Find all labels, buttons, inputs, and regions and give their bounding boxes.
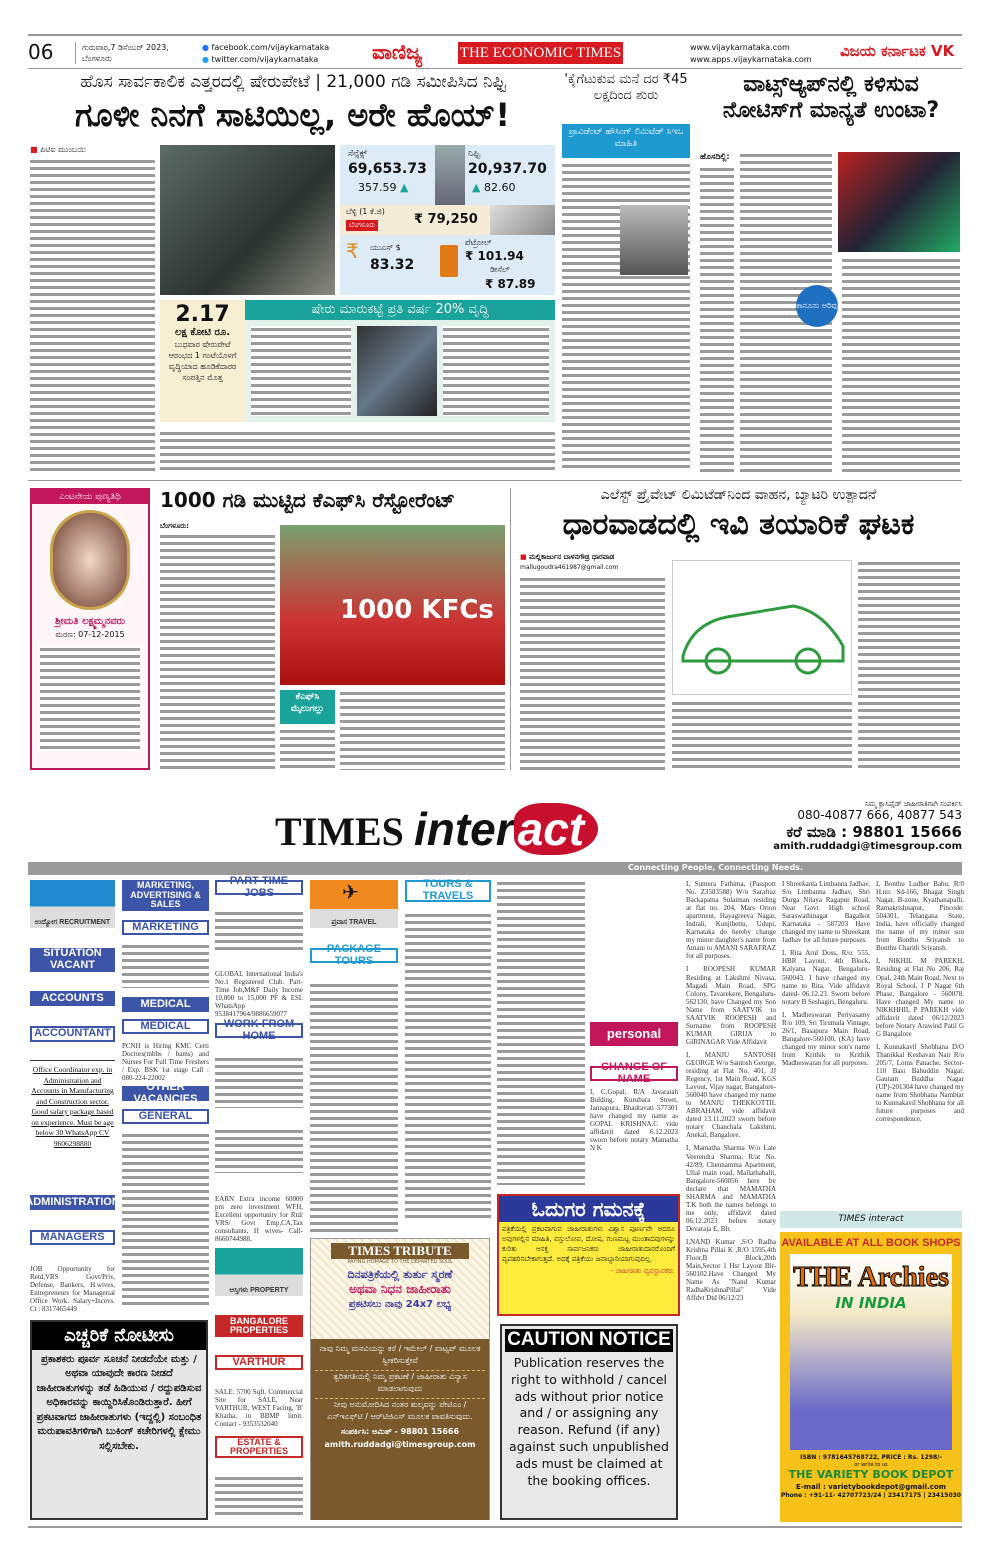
- category-accountant[interactable]: ACCOUNTANT: [30, 1026, 115, 1042]
- lead-kicker: ಹೊಸ ಸಾರ್ವಕಾಲಿಕ ಎತ್ತರದಲ್ಲಿ ಷೇರುಪೇಟೆ | 21,000 ಗಡಿ ಸಮೀಪಿಸಿದ ನಿಫ್ಟಿ: [80, 72, 505, 92]
- tribute-contact: ಸಂಪರ್ಕಿಸಿ: ಅಮಿತ್ - 98801 15666: [340, 1427, 460, 1437]
- social-links: [202, 42, 329, 66]
- tribute-title: TIMES TRIBUTE: [331, 1243, 469, 1259]
- category-other-vacancies[interactable]: OTHER VACANCIES: [122, 1086, 209, 1101]
- category-recruitment[interactable]: ಉದ್ಯೋಗ RECRUITMENT: [30, 880, 115, 928]
- tribute-line-2: ಅಥವಾ ನಿಧನ ಜಾಹೀರಾತು: [349, 1282, 451, 1297]
- ev-body-3: [858, 560, 960, 770]
- housing-headline: 'ಕೈಗೆಟುಕುವ ಮನೆ ದರ ₹45 ಲಕ್ಷದಿಂದ ಶುರು: [564, 72, 688, 103]
- office-coordinator-ad: Office Coordinator exp. in Administration and Accounts in Manufacturing and Construction sector. Good salary package based on experience. Must be age below 30 WhatsApp CV 9606298880: [30, 1060, 115, 1149]
- warning-title: ಎಚ್ಚರಿಕೆ ನೋಟೀಸು: [32, 1322, 206, 1350]
- ev-body-1: [520, 576, 665, 770]
- bull-photo: [160, 145, 335, 295]
- category-marketing[interactable]: MARKETING: [122, 920, 209, 935]
- kfc-dateline: ಬೆಂಗಳೂರು:: [160, 522, 189, 530]
- warning-notice: [30, 1320, 208, 1520]
- silver-city: ಬೆಂಗಳೂರು: [346, 220, 378, 231]
- website-link[interactable]: www.vijaykarnataka.com: [690, 43, 790, 52]
- category-general[interactable]: GENERAL: [122, 1109, 209, 1124]
- travel-label: ಪ್ರವಾಸ TRAVEL: [331, 918, 377, 926]
- whatsapp-photo: [838, 152, 960, 252]
- category-medical[interactable]: MEDICAL: [122, 997, 209, 1012]
- times-interact-banner: TIMES interact: [780, 1211, 962, 1228]
- tribute-email[interactable]: amith.ruddadgi@timesgroup.com: [324, 1439, 476, 1449]
- category-estate-properties[interactable]: ESTATE & PROPERTIES: [215, 1436, 303, 1458]
- obituary-date: ಮರಣ: 07-12-2015: [55, 630, 125, 639]
- market-box: [340, 145, 555, 295]
- notices-col-2: [782, 880, 870, 1205]
- ev-byline-text: ಮಲ್ಲಿಕಾರ್ಜುನ ಬಾಳನಗೌಡ್ರ ಧಾರವಾಡ: [529, 553, 615, 561]
- pcnh-ad: PCNH is Hiring KMC Certi Doctors(mbbs / bams) and Nurses For Full Time Freshers / Exp. BSK 1st stage Call : 080-224-22002: [122, 1042, 209, 1083]
- facebook-link[interactable]: [202, 42, 329, 54]
- notice-item: I, Kunnakavil Shobhana D/O Thanikkal Keshavan Nair R/o 205/7, Lotus Panache, Sector-110 Basi Bahuddin Nagar, Gautam Buddha Nagar (UP)-201304 have changed my name from Shobhana Nambiar to Kunnakavil Shobhana for all future purposes and correspondence.: [876, 1042, 964, 1124]
- ev-kicker: ಎಲೆಸ್ಟ್ ಪ್ರೈವೇಟ್ ಲಿಮಿಟೆಡ್‌ನಿಂದ ವಾಹನ, ಬ್ಯಾಟರಿ ಉತ್ಪಾದನೆ: [600, 487, 877, 503]
- notice-item: I, Madheswaran Periyasamy R/o 109, Sri Tirumala Vintage, 26/1, Basapura Main Road, Bangalore-560100, (KA) have changed my minor son's name from Krithik to Krithik Madheswaran for all purposes.: [782, 1010, 870, 1067]
- obituary-name: ಶ್ರೀಮತಿ ಲಕ್ಷ್ಮಮ್ಮನವರು: [54, 616, 125, 627]
- facebook-text: facebook.com/vijaykarnataka: [211, 43, 330, 52]
- category-work-from-home[interactable]: WORK FROM HOME: [215, 1023, 303, 1038]
- whatsapp-dateline: ಹೊಸದಿಲ್ಲಿ:: [700, 152, 730, 161]
- tagline-bar: [28, 862, 962, 875]
- notice-item: I, Rita Arul Doss, R/o: 555, HBR Layout, 4th Block, Kalyana Nagar, Bengaluru- 560043. I have changed my name to Rita. Vide affidavit dated- 06.12.23. Sworn before notary B Seshagiri, Bengaluru.: [782, 949, 870, 1006]
- logo-inter: inter: [413, 803, 514, 855]
- category-personal[interactable]: personal: [590, 1022, 678, 1046]
- archies-isbn: ISBN : 9781645768722, PRICE : Rs. 1298/-: [800, 1454, 942, 1462]
- lead-byline: ■ ಪಿಟಿಐ ಮುಂಬಯಿ: [30, 145, 86, 154]
- times-interact-logo: [275, 803, 598, 855]
- caution-title: CAUTION NOTICE: [505, 1329, 673, 1352]
- stat-value: 2.17: [175, 302, 230, 327]
- tribute-subtitle: PAYING HOMAGE TO THE DEPARTED SOUL: [347, 1258, 453, 1265]
- archies-depot: THE VARIETY BOOK DEPOT: [788, 1468, 954, 1482]
- law-badge: ಕಾನೂನು ಅರಿವು: [796, 285, 838, 327]
- caution-notice: [500, 1324, 678, 1520]
- kfc-headline: 1000 ಗಡಿ ಮುಟ್ಟಿದ ಕೆಎಫ್‌ಸಿ ರೆಸ್ಟೋರೆಂಟ್: [160, 488, 455, 512]
- kfc-body-2: [340, 690, 505, 770]
- arrow-up-icon: ▲: [472, 181, 481, 194]
- archies-ad: [780, 1232, 962, 1522]
- part-time-ad-text: [215, 910, 303, 950]
- obituary-title: ಎಂಟನೇಯ ಪುಣ್ಯತಿಥಿ: [32, 490, 148, 504]
- category-bangalore-properties[interactable]: BANGALORE PROPERTIES: [215, 1315, 303, 1337]
- usd-label: ಯುಎಸ್ $: [370, 243, 401, 252]
- category-administration[interactable]: ADMINISTRATION: [30, 1195, 115, 1210]
- contact-block: [762, 800, 962, 853]
- web-links: [690, 42, 812, 66]
- obituary-text: [40, 646, 140, 751]
- archies-email: E-mail : varietybookdepot@gmail.com: [796, 1482, 946, 1491]
- bottom-rule: [28, 1526, 962, 1528]
- earn-ad: EARN Extra income 60000 pm zero investment WFH, Excellent opportunity for Rtd/ VRS/ Govt Emp,CA,Tax consultants, H wives- Call- 8660744988,: [215, 1195, 303, 1244]
- lead-body-text: [30, 158, 155, 472]
- wfh-ad-text: [215, 1056, 303, 1108]
- header-rule: [28, 68, 962, 69]
- section-rule: [28, 480, 962, 481]
- archies-top-line: AVAILABLE AT ALL BOOK SHOPS: [781, 1237, 961, 1249]
- kfc-body-3: [280, 728, 335, 770]
- whatsapp-body-0: [700, 166, 734, 472]
- warning-body: ಪ್ರಕಾಶಕರು ಪೂರ್ವ ಸೂಚನೆ ನೀಡದೆಯೇ ಮತ್ತು / ಅಥವಾ ಯಾವುದೇ ಕಾರಣ ನೀಡದೆ ಜಾಹೀರಾತುಗಳನ್ನು ತಡೆ ಹಿಡಿಯುವ / ರದ್ದುಪಡಿಸುವ ಅಧಿಕಾರವನ್ನು ಕಾಯ್ದಿರಿಸಿಕೊಂಡಿರುತ್ತಾರೆ. ಹೀಗೆ ಪ್ರಕಟವಾಗದ ಜಾಹೀರಾತುಗಳು (ಇದ್ದಲ್ಲಿ) ಸಂಬಂಧಿತ ಮರುಪಾವತಿಗಳಿಗಾಗಿ ಬುಕಿಂಗ್ ಕಚೇರಿಗಳಲ್ಲಿ ಕ್ಲೇಮು ಸಲ್ಲಿಸಬೇಕು.: [36, 1353, 202, 1452]
- date: ಗುರುವಾರ,7 ಡಿಸೆಂಬರ್ 2023,: [82, 43, 169, 52]
- kfc-photo-text: 1000 KFCs: [340, 595, 494, 625]
- times-tribute-ad: [310, 1238, 490, 1520]
- section-title: ವಾಣಿಜ್ಯ: [372, 40, 423, 64]
- estate-ad-text: [215, 1475, 303, 1515]
- archies-phone: Phone : +91-11- 42707723/24 | 23417175 | 23415030: [781, 1491, 961, 1499]
- byline-text: ಪಿಟಿಐ ಮುಂಬಯಿ: [40, 145, 86, 154]
- tribute-step-1: ನಾವು ನಿಮ್ಮ ಮನವಿಯನ್ನು ಕರೆ / ಇಮೇಲ್ / ವಾಟ್ಸಪ್ ಮೂಲಕ ಸ್ವೀಕರಿಸುತ್ತೇವೆ: [319, 1344, 481, 1366]
- growth-box: [245, 300, 555, 422]
- call-label: ಕರೆ ಮಾಡಿ :: [786, 822, 848, 841]
- tribute-line-3: ಪ್ರಕಟಿಸಲು ನಾವು 24x7 ಲಭ್ಯ: [348, 1298, 452, 1310]
- readers-sign: - ಜಾಹೀರಾತು ವ್ಯವಸ್ಥಾಪಕರು: [610, 1266, 674, 1275]
- marketing-ad-text: [122, 943, 209, 988]
- nifty-value: 20,937.70: [468, 161, 547, 177]
- silver-label: ಬೆಳ್ಳಿ (1 ಕೆ.ಜಿ): [346, 207, 385, 216]
- silver-bars-image: [490, 205, 555, 235]
- kannada-notices-text: [497, 880, 585, 1185]
- readers-notice: [497, 1194, 680, 1316]
- sensex-change: [358, 181, 408, 194]
- building-icon: [435, 145, 465, 205]
- notice-item: I, Sumera Fathima, (Passport No. Z3583588) W/o Sarafraz Backapatna Sulaiman residing at flat no. 204, Mars Orion apartment, Hayagreeva Nagar, Indrali, Kunjibettu, Udupi, Karnataka do hereby change my minor daughter's name from Amani to AMANI SARAFRAZ for all purposes.: [686, 880, 776, 961]
- nifty-change-value: 82.60: [483, 181, 516, 194]
- stat-unit: ಲಕ್ಷ ಕೋಟಿ ರೂ.: [174, 327, 231, 339]
- archies-title: THE Archies: [793, 1262, 949, 1294]
- notices-col-1: [686, 880, 776, 1510]
- whatsapp-headline: ವಾಟ್ಸ್‌ಆ್ಯಪ್‌ನಲ್ಲಿ ಕಳಿಸುವ ನೋಟಿಸ್‌ಗೆ ಮಾನ್ಯತೆ ಉಂಟಾ?: [722, 72, 940, 124]
- category-package-tours[interactable]: PACKAGE TOURS: [310, 948, 398, 963]
- growth-box-title: ಷೇರು ಮಾರುಕಟ್ಟೆ ಪ್ರತಿ ವರ್ಷ 20% ವೃದ್ಧಿ: [245, 300, 555, 320]
- contact-mobile: 98801 15666: [852, 822, 962, 841]
- vijay-karnataka-logo: ವಿಜಯ ಕರ್ನಾಟಕ VK: [840, 42, 955, 60]
- readers-title: ಓದುಗರ ಗಮನಕ್ಕೆ: [499, 1196, 678, 1222]
- kfc-milestone-box: ಕೆಎಫ್‌ಸಿ ಮೈಲುಗಲ್ಲು: [280, 690, 335, 724]
- kfc-photo: [280, 525, 505, 685]
- notice-item: I, Mamatha Sharma W/o Late Veerendra Sharma, R/at No. 42/89, Chennamma Apartment, Ullal main road, Mallathahalli, Bangalore-560056 here by declare that MAMATHA SHARMA and MAMATHA T.K both the names belongs to me only, affidavit dated 06.12.2023 before notary Devaraja E, Blr.: [686, 1144, 776, 1233]
- petrol-label: ಪೆಟ್ರೋಲ್: [465, 238, 492, 247]
- nifty-label: ನಿಫ್ಟಿ: [468, 149, 480, 159]
- logo-act: act: [514, 803, 598, 855]
- petrol-value: ₹ 101.94: [465, 249, 524, 263]
- ev-car-illustration: [672, 560, 852, 695]
- arrow-up-icon: ▲: [400, 181, 409, 194]
- notice-item: I, C.Gopal, R/A Javaraiah Bulding, Kurubara Street, Jannapura, Bhadravati 577301 have changed my name as GOPAL KRISHNA.C vide affidavit dated 6.12.2023 sworn before notary Mamatha N K: [590, 1088, 678, 1153]
- wfh-ad-text-2: [215, 1128, 303, 1173]
- column-rule: [510, 488, 511, 770]
- lead-body-continued: [160, 430, 555, 472]
- nifty-change: [472, 181, 515, 194]
- page-number: 06: [28, 40, 54, 64]
- ev-body-2: [672, 700, 852, 770]
- top-rule: [28, 34, 962, 36]
- ev-byline: ■ ಮಲ್ಲಿಕಾರ್ಜುನ ಬಾಳನಗೌಡ್ರ ಧಾರವಾಡ: [520, 553, 615, 561]
- tagline: Connecting People, Connecting Needs.: [628, 863, 803, 872]
- tribute-step-3: ನೀವು ಅನುಮೋದಿಸಿದ ನಂತರ ಶುಲ್ಕವನ್ನು ಪೇಟಿಎಂ / ಎನ್‌ಇಎಫ್‌ಟಿ / ಆರ್‌ಟಿಜಿಎಸ್ ಮೂಲಕ ಪಾವತಿಸುವುದು.: [315, 1398, 485, 1424]
- twitter-link[interactable]: [202, 54, 329, 66]
- notice-item: I Shreekanta Limbanna Jadhav, S/o Limbanna Jadhav, Shri Durga Nilaya Ragapur Road, Near Govt. High school Saraswathinagar Bagalkot Karnataka - 587203 Have changed my name to Shreekant Jadhav for all future purposes.: [782, 880, 870, 945]
- varthur-ad: SALE: 5700 Sqft. Commercial Site for SALE, Near VARTHUR, WEST Facing, 'B' Khatha, in BBMP limit. Contact - 9353532040: [215, 1388, 303, 1429]
- rupee-icon: ₹: [346, 239, 359, 263]
- usd-value: 83.32: [370, 257, 415, 273]
- archies-subtitle: IN INDIA: [835, 1294, 907, 1313]
- kfc-body-1: [160, 533, 275, 770]
- ev-headline: ಧಾರವಾಡದಲ್ಲಿ ಇವಿ ತಯಾರಿಕೆ ಘಟಕ: [562, 507, 915, 542]
- category-varthur[interactable]: VARTHUR: [215, 1355, 303, 1370]
- city: ಬೆಂಗಳೂರು: [82, 54, 112, 64]
- tribute-line-1: ದಿನಪತ್ರಿಕೆಯಲ್ಲಿ ತುರ್ತು ಸ್ಮರಣೆ: [347, 1268, 453, 1282]
- notice-item: I, NIKHIL M PAREKH, Residing at Flat No 206, Raj Opal, 24th Main Road, Next to Royal School, J P Nagar 6th Phase, Bangalore - 560078. Have changed My name to NIKKHHIL P PAREKH vide affidavit dated 06/12/2023 before Notary Arawind Patil G G Bangalore: [876, 957, 964, 1038]
- caution-body: Publication reserves the right to withhold / cancel ads without prior notice and / or assigning any reason. Refund (if any) against such unpublished ads must be claimed at the booking offices.: [509, 1354, 669, 1488]
- silver-row: [340, 205, 555, 235]
- apps-link[interactable]: www.apps.vijaykarnataka.com: [690, 55, 812, 64]
- obituary-ad: [30, 488, 150, 770]
- job-opportunity-ad: JOB Opportunity for Retd,VRS Govt/Priv, Defense, Bankers, H.wives, Entrepreneurs for Managerial Office Work. Salary+Incevs. Ct : 8317465449: [30, 1265, 115, 1314]
- package-tours-text: [310, 982, 398, 1232]
- category-medical-2[interactable]: MEDICAL: [122, 1019, 209, 1034]
- contact-phone: 080-40877 666, 40877 543: [797, 808, 962, 823]
- obituary-portrait: [50, 510, 130, 610]
- stat-desc: ಬುಧವಾರ ಷೇರುಪೇಟೆ ಆರಂಭದ 1 ಗಂಟೆಯೊಳಗೆ ವೃದ್ಧಿಯಾದ ಹೂಡಿಕೆದಾರರ ಸಂಪತ್ತಿನ ಮೊತ್ತ: [168, 340, 237, 382]
- economic-times-logo: THE ECONOMIC TIMES: [458, 42, 623, 64]
- notice-item: I,NAND Kumar ,S/O Radha Krishna Pillai K ,R/O 1595,4th Floor,B Block,20th Main,Sector 1 Hsr Layout Blr-560102.Have Changed My Name As "Nand Kumar RadhaKrishnaPillai" Vide Affdvt Dtd 06/12/23: [686, 1237, 776, 1303]
- phone-chart-photo: [357, 326, 437, 416]
- contact-email[interactable]: amith.ruddadgi@timesgroup.com: [773, 840, 962, 852]
- car-outline-icon: [673, 561, 851, 694]
- category-accounts[interactable]: ACCOUNTS: [30, 991, 115, 1006]
- ev-email: mallugoudra461987@gmail.com: [520, 564, 619, 571]
- diesel-value: ₹ 87.89: [485, 277, 536, 291]
- category-part-time-jobs[interactable]: PART TIME JOBS: [215, 880, 303, 895]
- tours-travels-text: [405, 912, 491, 1222]
- twitter-text: twitter.com/vijaykarnataka: [211, 55, 319, 64]
- growth-text-2: [443, 326, 549, 416]
- category-tours-travels[interactable]: TOURS & TRAVELS: [405, 880, 491, 902]
- notice-item: I, MANJU SANTOSH GEORGE W/o Santosh George, residing at Flat No. 401, JJ Regency, 1st Main Road, KGS Layout, Vijay nagar, Bangalore- 560040 have changed my name to MANJU THEKKOTTIL ABRAHAM, vide affidavit dated 13.11.2023 sworn before notary Chanchala Lakshmi, Anekal, Bangalore.: [686, 1050, 776, 1140]
- airplane-icon: ✈: [342, 880, 359, 904]
- notice-item: I, Bonthu Ludher Babu, R/0 H.no: Sd-166, Bhagat Singh Nagar, B-zone, Kyathanapalli, Ramakrishnapur, Pincode: 504301, Telangana State, India, have officially changed the name of my minor son from Bonthu Sriyansh to Bonthu Charith Sriyansh.: [876, 880, 964, 953]
- sensex-change-value: 357.59: [358, 181, 397, 194]
- tribute-step-2: ತ್ವರಿತಗತಿಯಲ್ಲಿ ನಿಮ್ಮ ಪ್ರಕಟಣೆ / ಜಾಹೀರಾತು ವಿನ್ಯಾಸ ಮಾಡಲಾಗುವುದು: [315, 1370, 485, 1396]
- diesel-label: ಡೀಸೆಲ್: [490, 265, 510, 274]
- category-change-of-name[interactable]: CHANGE OF NAME: [590, 1066, 678, 1081]
- sensex-value: 69,653.73: [348, 161, 427, 177]
- category-property[interactable]: ಆಸ್ತಿಗಳು PROPERTY: [215, 1248, 303, 1296]
- growth-text-1: [251, 326, 351, 416]
- category-marketing-advertising-sales[interactable]: MARKETING, ADVERTISING & SALES: [122, 880, 209, 911]
- notices-col-3: [876, 880, 964, 1205]
- facebook-icon: ●: [202, 43, 209, 52]
- lead-headline: ಗೂಳೀ ನಿನಗೆ ಸಾಟಿಯಿಲ್ಲ, ಅರೇ ಹೊಯ್!: [75, 96, 510, 134]
- category-managers[interactable]: MANAGERS: [30, 1230, 115, 1245]
- whatsapp-body-2: [842, 257, 960, 472]
- notice-item: I ROOPESH KUMAR Residing at Lakshmi Nivasa, Magadi Main Road, SPG Colony, Tavarekere, Bengaluru-562130, have Changed my Son Name from SAATVIK to SAATVIK ROOPESH and Surname from ROOPESH KUMAR GIRIJA to GIRINAGAR Vide Affidavit: [686, 965, 776, 1046]
- ceo-photo: [620, 205, 688, 275]
- stat-box: [160, 300, 245, 422]
- fuel-pump-icon: [440, 245, 458, 277]
- dateline: [75, 42, 169, 64]
- category-situation-vacant[interactable]: SITUATION VACANT: [30, 948, 115, 972]
- twitter-icon: ●: [202, 55, 209, 64]
- housing-tag: ಪ್ರಾವಿಡೆಂಟ್ ಹೌಸಿಂಗ್ ಲಿಮಿಟೆಡ್ ಸಿಇಒ ಮಾಹಿತಿ: [562, 124, 690, 158]
- readers-body: ಪತ್ರಿಕೆಯಲ್ಲಿ ಪ್ರಕಟವಾಗುವ ಜಾಹೀರಾತುಗಳು ವಿಶ್ವಾಸ ಪೂರ್ಣವೇ ಆದರೂ ಅವುಗಳಲ್ಲಿನ ಮಾಹಿತಿ, ವಸ್ತುಲೋಪ, ದೋಷ, ಗುಣಮಟ್ಟ ಮುಂತಾದವುಗಳನ್ನು ಕುರಿತು ಆಸಕ್ತ ಸಾರ್ವಜನಿಕರು ಜಾಹೀರಾತುದಾರರೊಂದಿಗೆ ವ್ಯವಹರಿಸಬೇಕಾಗುತ್ತದೆ. ಅದಕ್ಕೆ ಪತ್ರಿಕೆಯು ಜವಾಬ್ದಾರಿಯಾಗುವುದಿಲ್ಲ.: [502, 1225, 675, 1264]
- sensex-label: ಸೆನ್ಸೆಕ್ಸ್: [348, 149, 368, 159]
- silver-value: ₹ 79,250: [414, 212, 478, 227]
- global-club-ad: GLOBAL International India's No.1 Registered Club. Part-Time Job,M&F Daily Income 10,000 to 15,000 PF & ESI. WhatsApp 9538417964/9886659077: [215, 970, 303, 1019]
- archies-or: or write to us: [854, 1461, 888, 1468]
- general-ads-text: [122, 1132, 209, 1307]
- logo-times: TIMES: [275, 809, 404, 854]
- contact-label: ನಿಮ್ಮ ಕ್ಲಾಸಿಫೈಡ್ ಜಾಹೀರಾತಿಗಾಗಿ ಸಂಪರ್ಕಿಸಿ: [865, 800, 962, 808]
